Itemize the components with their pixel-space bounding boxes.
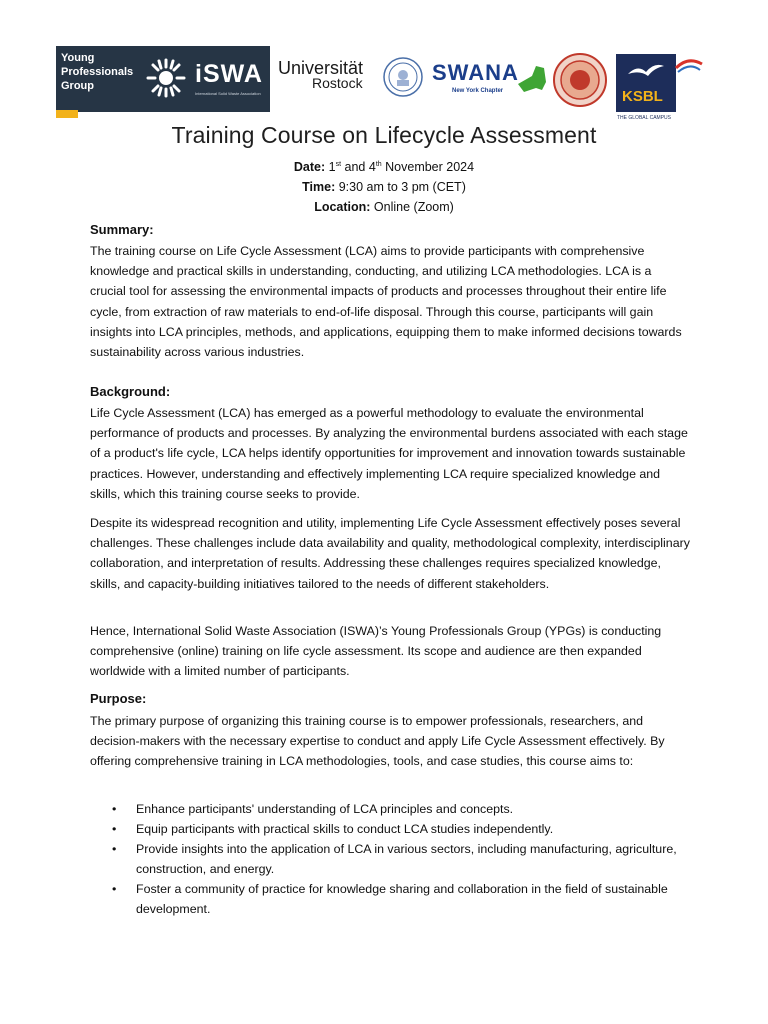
swoosh-icon (674, 56, 704, 76)
date-rest: November 2024 (385, 160, 475, 174)
date-label: Date: (293, 160, 326, 174)
rostock-logo (278, 60, 378, 90)
rostock-seal-icon (382, 56, 424, 98)
sun-icon (146, 58, 186, 98)
date-sup1: st (335, 161, 342, 168)
rostock-line1: Universität (278, 58, 364, 78)
list-item: • Provide insights into the application of LCA in various sectors, including manufacturing, agriculture, construction, and energy. (90, 839, 690, 879)
swana-chapter: New York Chapter (452, 88, 504, 94)
logo-accent (56, 110, 78, 118)
location-value: Online (Zoom) (373, 200, 454, 214)
purpose-text: The primary purpose of organizing this training course is to empower professionals, researchers, and decision-makers with the necessary expertise to conduct and apply Life Cycle Assessment effectively. By offering comprehensive training in LCA methodologies, tools, and case studies, this course aims to: (90, 714, 665, 769)
ypg-iswa-logo (56, 46, 270, 112)
ksbl-subtitle: THE GLOBAL CAMPUS (617, 115, 671, 121)
background-section (90, 403, 690, 504)
swana-logo (432, 60, 548, 104)
purpose-heading: Purpose: (90, 691, 147, 706)
background-section-3 (90, 621, 690, 682)
rostock-line2: Rostock (312, 75, 363, 91)
time-line (0, 180, 768, 194)
purpose-section (90, 711, 690, 772)
background-paragraph-3: Hence, International Solid Waste Association (ISWA)’s Young Professionals Group (YPGs) is conducting comprehensive (online) training on life cycle assessment. Its scope and audience are then expanded worldwide with a limited number of participants. (90, 624, 662, 679)
summary-section (90, 241, 690, 362)
list-item: • Foster a community of practice for knowledge sharing and collaboration in the field of sustainable development. (90, 879, 690, 919)
background-section-2 (90, 513, 690, 594)
date-sup2: th (375, 161, 382, 168)
summary-heading: Summary: (90, 222, 154, 237)
ksbl-wordmark: KSBL (622, 88, 663, 105)
swana-wordmark: SWANA (432, 60, 519, 85)
iswa-wordmark: iSWA (195, 60, 263, 88)
summary-text: The training course on Life Cycle Assessment (LCA) aims to provide participants with comprehensive knowledge and practical skills in understanding, conducting, and utilizing LCA methodologies. LCA is a crucial tool for assessing the environmental impacts of products and processes throughout their entire life cycle, from extraction of raw materials to end-of-life disposal. Through this course, participants will gain insights into LCA principles, methods, and applications, equipping them to make informed decisions towards sustainability across various industries. (90, 244, 682, 360)
bird-icon (626, 60, 666, 84)
background-paragraph-1: Life Cycle Assessment (LCA) has emerged as a powerful methodology to evaluate the environmental performance of products and processes. By analyzing the environmental burdens associated with each stage of a product's life cycle, LCA helps identify opportunities for improvement and innovation towards sustainable practices. However, understanding and effectively implementing LCA require specialized knowledge and skills, which this training course seeks to provide. (90, 406, 688, 501)
location-label: Location: (314, 200, 371, 214)
university-seal-icon (552, 52, 608, 108)
list-item: • Enhance participants' understanding of LCA principles and concepts. (90, 799, 690, 819)
new-york-state-icon (514, 62, 550, 98)
location-line (0, 200, 768, 214)
purpose-bullets (90, 799, 690, 919)
bullet-list (90, 799, 690, 919)
list-item: • Equip participants with practical skills to conduct LCA studies independently. (90, 819, 690, 839)
background-heading: Background: (90, 384, 171, 399)
date-line (0, 160, 768, 174)
page-title: Training Course on Lifecycle Assessment (171, 122, 597, 148)
date-and: and 4 (344, 160, 376, 174)
ksbl-logo (616, 54, 676, 112)
date-day1: 1 (328, 160, 336, 174)
iswa-subtitle: International Solid Waste Association (195, 91, 261, 96)
ypg-text: Young Professionals Group (61, 52, 134, 92)
time-value: 9:30 am to 3 pm (CET) (338, 180, 466, 194)
background-paragraph-2: Despite its widespread recognition and utility, implementing Life Cycle Assessment effectively poses several challenges. These challenges include data availability and quality, methodological complexity, interdisciplinary collaboration, and interpretation of results. Addressing these challenges requires specialized knowledge, skills, and capacity-building initiatives tailored to the needs of different stakeholders. (90, 516, 690, 591)
logo-bar (56, 46, 716, 121)
time-label: Time: (302, 180, 336, 194)
